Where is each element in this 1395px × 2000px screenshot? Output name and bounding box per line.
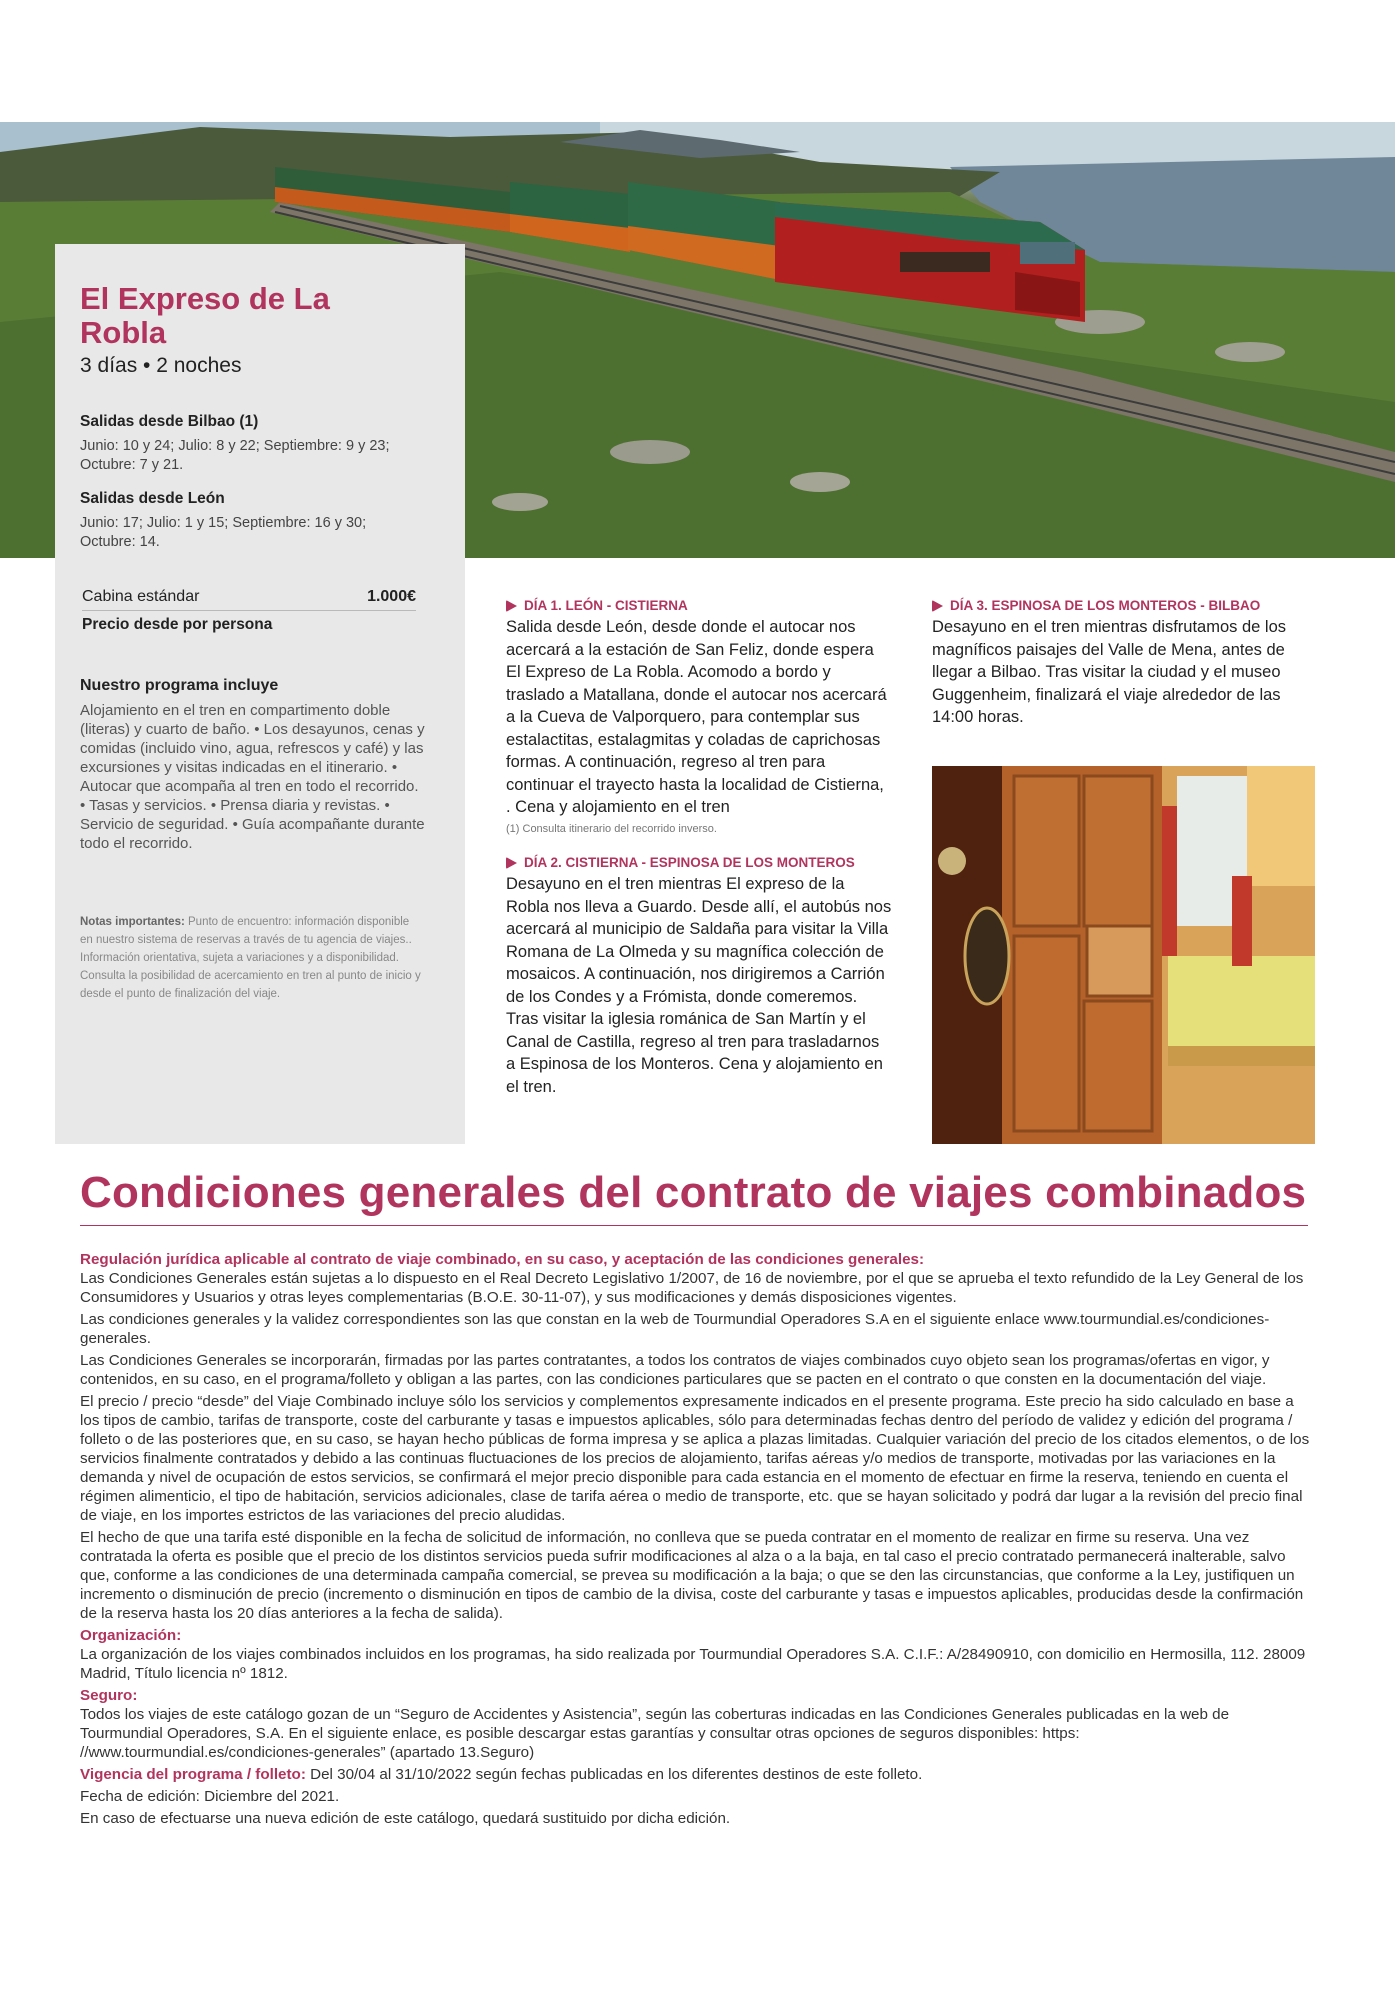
conditions-body <box>80 1250 1315 1831</box>
bullet-icon <box>506 600 517 612</box>
cabin-label: Cabina estándar <box>82 588 200 605</box>
conditions-paragraph-4: El precio / precio “desde” del Viaje Combinado incluye sólo los servicios y complementos expresamente indicados en el presente programa. Este precio ha sido calculado en base a los tipos de cambio, tarifas de transporte, coste del carburante y tasas e impuestos aplicables, sólo para determinadas fechas dentro del período de validez y edición del programa / folleto o de las posteriores que, en su caso, se hayan hecho públicas de forma impresa y se aplica a plazas limitadas. Cualquier variación del precio de los citados elementos, o de los servicios finalmente contratados y debido a las continuas fluctuaciones de los precios de alojamiento, tarifas aéreas y/o medios de transporte, motivadas por las variaciones en la demanda y nivel de ocupación de estos servicios, se confirmará el mejor precio disponible para cada estancia en el momento de efectuar en firme la reserva, teniendo en cuenta el régimen alimenticio, el tipo de habitación, servicios adicionales, clase de tarifa aérea o medio de transporte, etc. que se hayan solicitado y podrá dar lugar a la revisión del precio final de viaje, en los importes estrictos de las variaciones del precio aludidas. <box>80 1393 1310 1524</box>
validity-heading: Vigencia del programa / folleto: <box>80 1766 306 1783</box>
bullet-icon <box>932 600 943 612</box>
cabin-price: 1.000€ <box>367 588 416 605</box>
departures-bilbao-dates: Junio: 10 y 24; Julio: 8 y 22; Septiembre: 9 y 23; Octubre: 7 y 21. <box>80 438 390 473</box>
departures-leon-dates: Junio: 17; Julio: 1 y 15; Septiembre: 16 y 30; Octubre: 14. <box>80 515 367 550</box>
includes-text: Alojamiento en el tren en compartimento doble (literas) y cuarto de baño. • Los desayunos, cenas y comidas (incluido vino, agua, refrescos y café) y las excursiones y visitas indicadas en el itinerario. • Autocar que acompaña al tren en todo el recorrido. • Tasas y servicios. • Prensa diaria y revistas. • Servicio de seguridad. • Guía acompañante durante todo el recorrido. <box>80 702 425 852</box>
organization-text: La organización de los viajes combinados incluidos en los programas, ha sido realizada por Tourmundial Operadores S.A. C.I.F.: A/28490910, con domicilio en Hermosilla, 112. 28009 Madrid, Título licencia nº 1812. <box>80 1646 1306 1682</box>
cabin-interior-illustration <box>932 766 1315 1144</box>
day-2-text: Desayuno en el tren mientras El expreso de la Robla nos lleva a Guardo. Desde allí, el autobús nos acercará al municipio de Saldaña para visitar la Villa Romana de La Olmeda y su magnífica colección de mosaicos. A continuación, nos dirigiremos a Carrión de los Condes y a Frómista, donde comeremos. Tras visitar la iglesia románica de San Martín y el Canal de Castilla, regreso al tren para trasladarnos a Espinosa de los Monteros. Cena y alojamiento en el tren. <box>506 875 892 1096</box>
insurance-text: Todos los viajes de este catálogo gozan de un “Seguro de Accidentes y Asistencia”, según las coberturas indicadas en las Condiciones Generales publicadas en la web de Tourmundial Operadores, S.A. En el siguiente enlace, es posible descargar estas garantías y consultar otras opciones de seguros disponibles: https: //www.tourmundial.es/condiciones-generales” (apartado 13.Seguro) <box>80 1706 1230 1761</box>
insurance-heading: Seguro: <box>80 1687 138 1704</box>
regulation-heading: Regulación jurídica aplicable al contrato de viaje combinado, en su caso, y aceptación de las condiciones generales: <box>80 1251 925 1268</box>
day-1-footnote: (1) Consulta itinerario del recorrido inverso. <box>506 822 717 835</box>
validity-line <box>80 1765 1315 1784</box>
validity-text: Del 30/04 al 31/10/2022 según fechas publicadas en los diferentes destinos de este folleto. <box>310 1766 923 1783</box>
edition-date: Fecha de edición: Diciembre del 2021. <box>80 1788 340 1805</box>
includes-heading: Nuestro programa incluye <box>80 677 279 694</box>
departures-bilbao-heading: Salidas desde Bilbao (1) <box>80 413 259 430</box>
conditions-title: Condiciones generales del contrato de viajes combinados <box>80 1168 1307 1217</box>
notes-label: Notas importantes: <box>80 916 185 928</box>
day-2-heading: DÍA 2. CISTIERNA - ESPINOSA DE LOS MONTEROS <box>524 855 855 870</box>
edition-note: En caso de efectuarse una nueva edición de este catálogo, quedará sustituido por dicha edición. <box>80 1810 731 1827</box>
price-row <box>82 588 416 611</box>
conditions-paragraph-3: Las Condiciones Generales se incorporarán, firmadas por las partes contratantes, a todos los contratos de viajes combinados cuyo objeto sean los programas/ofertas en vigor, y contenidos, en su caso, en el programa/folleto y obligan a las partes, con las condiciones particulares que se pacten en el contrato o que consten en la documentación del viaje. <box>80 1352 1270 1388</box>
day-3-heading: DÍA 3. ESPINOSA DE LOS MONTEROS - BILBAO <box>950 598 1261 613</box>
departures-leon-heading: Salidas desde León <box>80 490 225 507</box>
important-notes <box>80 913 425 1003</box>
itinerary-day-1 <box>506 598 892 841</box>
bullet-icon <box>506 857 517 869</box>
itinerary-day-3 <box>932 598 1318 729</box>
day-3-text: Desayuno en el tren mientras disfrutamos de los magníficos paisajes del Valle de Mena, antes de llegar a Bilbao. Tras visitar la ciudad y el museo Guggenheim, finalizará el viaje alrededor de las 14:00 horas. <box>932 618 1287 726</box>
itinerary-day-2 <box>506 855 892 1098</box>
conditions-paragraph-1: Las Condiciones Generales están sujetas a lo dispuesto en el Real Decreto Legislativo 1/2007, de 16 de noviembre, por el que se aprueba el texto refundido de la Ley General de los Consumidores y Usuarios y otras leyes complementarias (B.O.E. 30-11-07), y sus modificaciones y demás disposiciones vigentes. <box>80 1270 1304 1306</box>
price-note: Precio desde por persona <box>82 616 273 633</box>
day-1-heading: DÍA 1. LEÓN - CISTIERNA <box>524 598 688 613</box>
tour-title: El Expreso de La Robla <box>80 281 330 350</box>
cabin-interior-photo <box>932 766 1315 1144</box>
tour-duration: 3 días • 2 noches <box>80 354 242 377</box>
conditions-paragraph-5: El hecho de que una tarifa esté disponible en la fecha de solicitud de información, no conlleva que se pueda contratar en el momento de realizar en firme su reserva. Una vez contratada la oferta es posible que el precio de los distintos servicios pueda sufrir modificaciones al alza o a la baja, en tal caso el precio contratado permanecerá inalterable, salvo que, conforme a las condiciones de una determinada campaña comercial, se prevea su modificación a la baja; o que se den las circunstancias, que conforme a la Ley, justifiquen un incremento o disminución de precio (incremento o disminución en tipos de cambio de la divisa, coste del carburante y tasas e impuestos aplicables, producidas desde la confirmación de la reserva hasta los 20 días anteriores a la fecha de salida). <box>80 1529 1304 1622</box>
organization-heading: Organización: <box>80 1627 182 1644</box>
notes-text: Punto de encuentro: información disponible en nuestro sistema de reservas a través de tu agencia de viajes.. Información orientativa, sujeta a variaciones y a disponibilidad. Consulta la posibilidad de acercamiento en tren al punto de inicio y desde el punto de finalización del viaje. <box>80 916 421 1000</box>
conditions-paragraph-2: Las condiciones generales y la validez correspondientes son las que constan en la web de Tourmundial Operadores S.A en el siguiente enlace www.tourmundial.es/condiciones-generales. <box>80 1311 1270 1347</box>
conditions-divider <box>80 1225 1308 1226</box>
day-1-text: Salida desde León, desde donde el autocar nos acercará a la estación de San Feliz, donde espera El Expreso de La Robla. Acomodo a bordo y traslado a Matallana, donde el autocar nos acercará a la Cueva de Valporquero, para contemplar sus estalactitas, estalagmitas y coladas de caprichosas formas. A continuación, regreso al tren para continuar el trayecto hasta la localidad de Cistierna, . Cena y alojamiento en el tren <box>506 618 887 816</box>
